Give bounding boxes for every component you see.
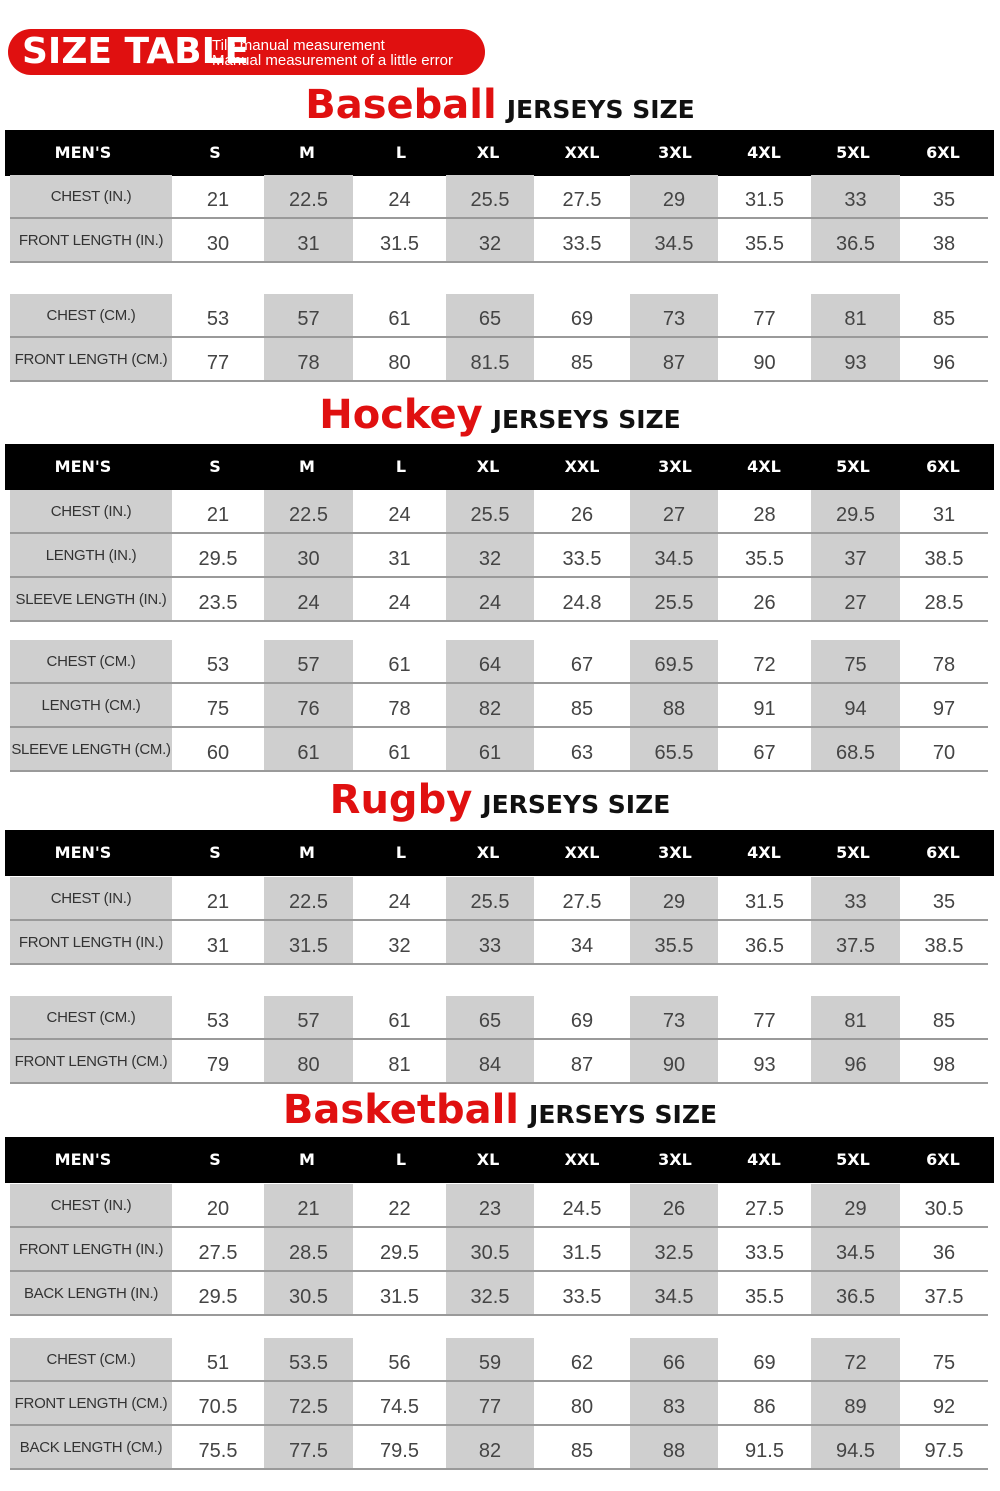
measurement-value: 27.5 [745, 1198, 784, 1220]
measurement-value: 97 [932, 698, 956, 720]
measurement-value: 27.5 [198, 1242, 238, 1264]
measurement-value: 35.5 [745, 1286, 784, 1308]
measurement-value: 22.5 [289, 504, 328, 526]
header-size-xl: XL [476, 843, 500, 862]
measurement-value: 20 [206, 1198, 230, 1220]
measurement-value: 38.5 [924, 935, 964, 957]
measurement-value: 25.5 [470, 891, 510, 913]
measurement-value: 61 [297, 742, 320, 764]
measurement-value: 92 [932, 1396, 956, 1418]
measurement-value: 28 [753, 504, 776, 526]
measurement-value: 36 [932, 1242, 956, 1264]
measurement-value: 64 [478, 654, 502, 676]
measurement-value: 24 [388, 891, 411, 913]
measurement-value: 36.5 [836, 1286, 875, 1308]
measurement-value: 26 [753, 592, 776, 614]
measurement-value: 57 [297, 308, 320, 330]
measurement-value: 82 [478, 1440, 502, 1462]
measurement-value: 89 [844, 1396, 867, 1418]
table-row [10, 294, 988, 338]
table-row [10, 1228, 988, 1272]
table-row [10, 578, 988, 622]
row-label: CHEST (CM.) [10, 996, 172, 1038]
measurement-value: 77 [206, 352, 230, 374]
measurement-value: 22.5 [289, 891, 328, 913]
sport-name: Hockey [319, 392, 483, 438]
jerseys-size-label: JERSEYS SIZE [482, 790, 671, 819]
measurement-value: 34.5 [654, 548, 694, 570]
measurement-value: 81 [388, 1054, 411, 1076]
measurement-value: 53 [206, 1010, 230, 1032]
measurement-value: 87 [570, 1054, 594, 1076]
measurement-value: 80 [297, 1054, 320, 1076]
measurement-value: 67 [753, 742, 776, 764]
measurement-value: 81 [844, 308, 867, 330]
measurement-value: 31 [206, 935, 230, 957]
header-size-m: M [299, 843, 315, 862]
measurement-value: 70 [932, 742, 956, 764]
measurement-value: 33 [478, 935, 502, 957]
measurement-value: 31 [388, 548, 411, 570]
measurement-value: 31.5 [289, 935, 328, 957]
measurement-value: 77.5 [289, 1440, 328, 1462]
header-mens: MEN'S [54, 457, 112, 476]
row-label: CHEST (IN.) [10, 877, 172, 919]
measurement-value: 57 [297, 654, 320, 676]
measurement-value: 72.5 [289, 1396, 328, 1418]
measurement-value: 31.5 [380, 1286, 419, 1308]
measurement-value: 97.5 [924, 1440, 964, 1462]
measurement-value: 32 [388, 935, 411, 957]
measurement-value: 96 [932, 352, 956, 374]
table-row [10, 728, 988, 772]
measurement-value: 75 [932, 1352, 956, 1374]
measurement-value: 25.5 [470, 189, 510, 211]
measurement-value: 21 [206, 891, 230, 913]
banner-note-1: Tile manual measurement [212, 37, 385, 54]
row-label: FRONT LENGTH (CM.) [10, 1040, 172, 1082]
header-size-xxl: XXL [564, 143, 600, 162]
measurement-value: 29 [662, 891, 686, 913]
measurement-value: 29.5 [836, 504, 875, 526]
header-size-l: L [395, 843, 407, 862]
measurement-value: 30 [297, 548, 320, 570]
section-title-baseball [0, 82, 1000, 128]
row-label: CHEST (IN.) [10, 175, 172, 217]
measurement-value: 69.5 [654, 654, 694, 676]
measurement-value: 61 [388, 308, 411, 330]
measurement-value: 75 [844, 654, 867, 676]
table-row [10, 1272, 988, 1316]
header-size-4xl: 4XL [747, 143, 781, 162]
measurement-value: 85 [932, 1010, 956, 1032]
measurement-value: 22 [388, 1198, 411, 1220]
header-size-s: S [209, 457, 221, 476]
measurement-value: 62 [570, 1352, 594, 1374]
row-label: CHEST (CM.) [10, 1338, 172, 1380]
measurement-value: 35.5 [745, 233, 784, 255]
inch-table [10, 1184, 988, 1316]
measurement-value: 21 [206, 504, 230, 526]
measurement-value: 85 [932, 308, 956, 330]
measurement-value: 37.5 [836, 935, 875, 957]
measurement-value: 77 [753, 1010, 776, 1032]
inch-table [10, 877, 988, 965]
measurement-value: 24 [478, 592, 502, 614]
measurement-value: 23 [478, 1198, 502, 1220]
measurement-value: 93 [844, 352, 867, 374]
measurement-value: 68.5 [836, 742, 875, 764]
measurement-value: 90 [662, 1054, 686, 1076]
table-row [10, 921, 988, 965]
table-row [10, 490, 988, 534]
header-size-l: L [395, 457, 407, 476]
measurement-value: 31.5 [745, 189, 784, 211]
measurement-value: 94.5 [836, 1440, 875, 1462]
measurement-value: 81.5 [470, 352, 510, 374]
measurement-value: 72 [753, 654, 776, 676]
measurement-value: 61 [388, 742, 411, 764]
header-size-l: L [395, 1150, 407, 1169]
measurement-value: 76 [297, 698, 320, 720]
measurement-value: 65.5 [654, 742, 694, 764]
measurement-value: 27.5 [562, 189, 602, 211]
header-size-3xl: 3XL [658, 843, 692, 862]
measurement-value: 85 [570, 698, 594, 720]
measurement-value: 85 [570, 1440, 594, 1462]
measurement-value: 29.5 [380, 1242, 419, 1264]
table-row [10, 1184, 988, 1228]
row-label: FRONT LENGTH (IN.) [10, 219, 172, 261]
table-row [10, 175, 988, 219]
measurement-value: 51 [206, 1352, 230, 1374]
measurement-value: 29 [662, 189, 686, 211]
table-row [10, 684, 988, 728]
measurement-value: 69 [753, 1352, 776, 1374]
header-size-5xl: 5XL [836, 457, 870, 476]
measurement-value: 25.5 [654, 592, 694, 614]
measurement-value: 69 [570, 1010, 594, 1032]
header-size-5xl: 5XL [836, 1150, 870, 1169]
measurement-value: 75 [206, 698, 230, 720]
banner-title: SIZE TABLE [22, 31, 250, 72]
measurement-value: 85 [570, 352, 594, 374]
measurement-value: 91.5 [745, 1440, 784, 1462]
measurement-value: 36.5 [836, 233, 875, 255]
measurement-value: 31.5 [562, 1242, 602, 1264]
row-label: SLEEVE LENGTH (IN.) [10, 578, 172, 620]
row-label: BACK LENGTH (CM.) [10, 1426, 172, 1468]
header-size-5xl: 5XL [836, 143, 870, 162]
header-size-3xl: 3XL [658, 1150, 692, 1169]
row-label: CHEST (CM.) [10, 294, 172, 336]
measurement-value: 32.5 [654, 1242, 694, 1264]
cm-table [10, 640, 988, 772]
header-size-xl: XL [476, 457, 500, 476]
header-size-xxl: XXL [564, 1150, 600, 1169]
header-size-xxl: XXL [564, 457, 600, 476]
header-size-s: S [209, 143, 221, 162]
table-row [10, 1426, 988, 1470]
measurement-value: 78 [297, 352, 320, 374]
measurement-value: 30.5 [470, 1242, 510, 1264]
measurement-value: 33.5 [562, 548, 602, 570]
measurement-value: 33.5 [562, 1286, 602, 1308]
measurement-value: 30 [206, 233, 230, 255]
sport-name: Baseball [305, 82, 497, 128]
measurement-value: 31 [297, 233, 320, 255]
measurement-value: 32 [478, 233, 502, 255]
size-header-row [5, 1137, 994, 1183]
table-row [10, 1040, 988, 1084]
row-label: FRONT LENGTH (IN.) [10, 921, 172, 963]
measurement-value: 60 [206, 742, 230, 764]
row-label: FRONT LENGTH (CM.) [10, 1382, 172, 1424]
table-row [10, 996, 988, 1040]
header-mens: MEN'S [54, 143, 112, 162]
jerseys-size-label: JERSEYS SIZE [506, 95, 695, 124]
header-size-s: S [209, 1150, 221, 1169]
measurement-value: 21 [206, 189, 230, 211]
measurement-value: 29 [844, 1198, 867, 1220]
measurement-value: 73 [662, 308, 686, 330]
measurement-value: 91 [753, 698, 776, 720]
section-title-basketball [0, 1087, 1000, 1133]
measurement-value: 94 [844, 698, 867, 720]
measurement-value: 75.5 [198, 1440, 238, 1462]
measurement-value: 32.5 [470, 1286, 510, 1308]
row-label: CHEST (IN.) [10, 1184, 172, 1226]
measurement-value: 93 [753, 1054, 776, 1076]
row-label: SLEEVE LENGTH (CM.) [10, 728, 172, 770]
header-size-m: M [299, 143, 315, 162]
measurement-value: 83 [662, 1396, 686, 1418]
measurement-value: 65 [478, 1010, 502, 1032]
measurement-value: 34.5 [654, 233, 694, 255]
measurement-value: 87 [662, 352, 686, 374]
measurement-value: 69 [570, 308, 594, 330]
header-size-6xl: 6XL [926, 457, 960, 476]
header-mens: MEN'S [54, 843, 112, 862]
table-row [10, 338, 988, 382]
section-title-rugby [0, 777, 1000, 823]
measurement-value: 24 [297, 592, 320, 614]
inch-table [10, 175, 988, 263]
measurement-value: 31 [932, 504, 956, 526]
header-size-3xl: 3XL [658, 143, 692, 162]
table-row [10, 534, 988, 578]
measurement-value: 81 [844, 1010, 867, 1032]
row-label: FRONT LENGTH (IN.) [10, 1228, 172, 1270]
measurement-value: 78 [388, 698, 411, 720]
measurement-value: 38.5 [924, 548, 964, 570]
measurement-value: 35.5 [745, 548, 784, 570]
header-size-4xl: 4XL [747, 457, 781, 476]
measurement-value: 72 [844, 1352, 867, 1374]
row-label: LENGTH (IN.) [10, 534, 172, 576]
measurement-value: 23.5 [198, 592, 238, 614]
table-row [10, 219, 988, 263]
measurement-value: 24 [388, 189, 411, 211]
measurement-value: 56 [388, 1352, 411, 1374]
measurement-value: 63 [570, 742, 594, 764]
measurement-value: 34 [570, 935, 594, 957]
measurement-value: 67 [570, 654, 594, 676]
header-size-m: M [299, 1150, 315, 1169]
header-size-4xl: 4XL [747, 1150, 781, 1169]
measurement-value: 65 [478, 308, 502, 330]
header-size-l: L [395, 143, 407, 162]
measurement-value: 77 [478, 1396, 502, 1418]
sport-name: Rugby [329, 777, 473, 823]
measurement-value: 79 [206, 1054, 230, 1076]
measurement-value: 88 [662, 698, 686, 720]
measurement-value: 38 [932, 233, 956, 255]
row-label: BACK LENGTH (IN.) [10, 1272, 172, 1314]
header-size-xxl: XXL [564, 843, 600, 862]
measurement-value: 24.8 [562, 592, 602, 614]
measurement-value: 24 [388, 592, 411, 614]
header-size-3xl: 3XL [658, 457, 692, 476]
measurement-value: 25.5 [470, 504, 510, 526]
measurement-value: 31.5 [380, 233, 419, 255]
size-header-row [5, 444, 994, 490]
header-size-6xl: 6XL [926, 143, 960, 162]
size-header-row [5, 130, 994, 176]
header-mens: MEN'S [54, 1150, 112, 1169]
measurement-value: 24.5 [562, 1198, 602, 1220]
header-size-xl: XL [476, 1150, 500, 1169]
cm-table [10, 1338, 988, 1470]
measurement-value: 28.5 [289, 1242, 328, 1264]
measurement-value: 61 [388, 1010, 411, 1032]
measurement-value: 96 [844, 1054, 867, 1076]
measurement-value: 61 [388, 654, 411, 676]
measurement-value: 36.5 [745, 935, 784, 957]
measurement-value: 31.5 [745, 891, 784, 913]
measurement-value: 34.5 [836, 1242, 875, 1264]
table-row [10, 877, 988, 921]
measurement-value: 37 [844, 548, 867, 570]
measurement-value: 33.5 [745, 1242, 784, 1264]
measurement-value: 79.5 [380, 1440, 419, 1462]
measurement-value: 26 [570, 504, 594, 526]
jerseys-size-label: JERSEYS SIZE [492, 405, 681, 434]
measurement-value: 57 [297, 1010, 320, 1032]
header-size-4xl: 4XL [747, 843, 781, 862]
measurement-value: 90 [753, 352, 776, 374]
measurement-value: 30.5 [289, 1286, 328, 1308]
table-row [10, 640, 988, 684]
size-header-row [5, 830, 994, 876]
measurement-value: 77 [753, 308, 776, 330]
measurement-value: 59 [478, 1352, 502, 1374]
measurement-value: 34.5 [654, 1286, 694, 1308]
measurement-value: 80 [570, 1396, 594, 1418]
measurement-value: 88 [662, 1440, 686, 1462]
measurement-value: 33 [844, 891, 867, 913]
row-label: CHEST (CM.) [10, 640, 172, 682]
measurement-value: 37.5 [924, 1286, 964, 1308]
measurement-value: 26 [662, 1198, 686, 1220]
table-row [10, 1382, 988, 1426]
measurement-value: 86 [753, 1396, 776, 1418]
measurement-value: 24 [388, 504, 411, 526]
measurement-value: 27.5 [562, 891, 602, 913]
measurement-value: 78 [932, 654, 956, 676]
measurement-value: 35 [932, 189, 956, 211]
header-size-5xl: 5XL [836, 843, 870, 862]
measurement-value: 66 [662, 1352, 686, 1374]
row-label: FRONT LENGTH (CM.) [10, 338, 172, 380]
measurement-value: 61 [478, 742, 502, 764]
measurement-value: 32 [478, 548, 502, 570]
measurement-value: 33 [844, 189, 867, 211]
measurement-value: 84 [478, 1054, 502, 1076]
measurement-value: 29.5 [198, 548, 238, 570]
measurement-value: 82 [478, 698, 502, 720]
measurement-value: 80 [388, 352, 411, 374]
measurement-value: 70.5 [198, 1396, 238, 1418]
jerseys-size-label: JERSEYS SIZE [529, 1100, 718, 1129]
table-row [10, 1338, 988, 1382]
section-title-hockey [0, 392, 1000, 438]
measurement-value: 53 [206, 308, 230, 330]
row-label: LENGTH (CM.) [10, 684, 172, 726]
sport-name: Basketball [282, 1087, 520, 1133]
header-size-6xl: 6XL [926, 1150, 960, 1169]
measurement-value: 53 [206, 654, 230, 676]
size-table-banner [8, 29, 485, 75]
cm-table [10, 996, 988, 1084]
measurement-value: 53.5 [289, 1352, 328, 1374]
measurement-value: 35 [932, 891, 956, 913]
measurement-value: 73 [662, 1010, 686, 1032]
row-label: CHEST (IN.) [10, 490, 172, 532]
header-size-m: M [299, 457, 315, 476]
measurement-value: 74.5 [380, 1396, 419, 1418]
measurement-value: 27 [844, 592, 867, 614]
measurement-value: 29.5 [198, 1286, 238, 1308]
measurement-value: 27 [662, 504, 686, 526]
inch-table [10, 490, 988, 622]
measurement-value: 30.5 [924, 1198, 964, 1220]
cm-table [10, 294, 988, 382]
banner-note-2: Manual measurement of a little error [212, 52, 453, 69]
measurement-value: 28.5 [924, 592, 964, 614]
measurement-value: 22.5 [289, 189, 328, 211]
header-size-s: S [209, 843, 221, 862]
measurement-value: 33.5 [562, 233, 602, 255]
measurement-value: 21 [297, 1198, 320, 1220]
measurement-value: 98 [932, 1054, 956, 1076]
header-size-6xl: 6XL [926, 843, 960, 862]
measurement-value: 35.5 [654, 935, 694, 957]
header-size-xl: XL [476, 143, 500, 162]
